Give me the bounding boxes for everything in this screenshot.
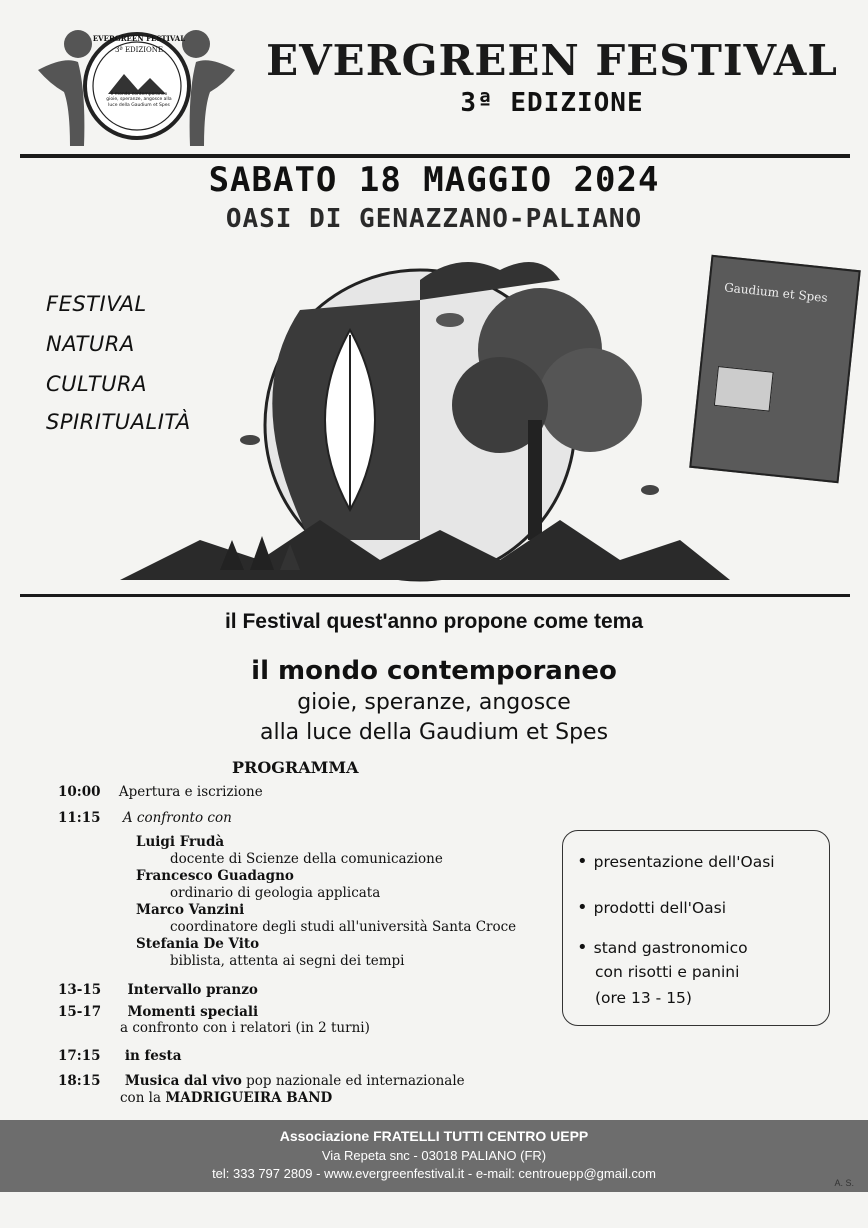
nature-illustration	[120, 240, 730, 590]
box-item	[577, 897, 726, 918]
middle-divider	[20, 594, 850, 597]
program-time: 10:00	[58, 784, 101, 800]
theme-intro: il Festival quest'anno propone come tema	[224, 610, 644, 633]
program-item	[58, 1073, 465, 1089]
program-text: A confronto con	[122, 810, 232, 826]
author-initials: A. S.	[834, 1178, 854, 1188]
program-time: 18:15	[58, 1073, 101, 1089]
festival-edition: 3ª EDIZIONE	[460, 88, 644, 118]
speaker-name: Marco Vanzini	[136, 902, 245, 918]
theme-line-2: alla luce della Gaudium et Spes	[259, 720, 609, 745]
box-item-text: prodotti dell'Oasi	[593, 899, 727, 917]
bullet-icon: •	[577, 937, 588, 958]
speaker-name: Luigi Frudà	[136, 834, 225, 850]
tag-spiritualita: SPIRITUALITÀ	[46, 410, 191, 434]
speaker-name: Stefania De Vito	[136, 936, 260, 952]
bullet-icon: •	[577, 897, 588, 918]
festival-title: EVERGREEN FESTIVAL	[266, 36, 838, 85]
program-text: Apertura e iscrizione	[118, 784, 263, 800]
speaker-role: biblista, attenta ai segni dei tempi	[170, 953, 405, 969]
program-sub-text: con la	[120, 1090, 166, 1106]
logo-arc-text: EVERGREEN FESTIVAL	[92, 34, 186, 43]
program-time: 15-17	[58, 1004, 102, 1020]
speaker-name: Francesco Guadagno	[136, 868, 294, 884]
tag-natura: NATURA	[46, 332, 135, 356]
program-item	[58, 982, 258, 998]
logo-edition: 3ª EDIZIONE	[114, 46, 164, 54]
box-item-text: con risotti e panini	[595, 963, 740, 981]
top-divider	[20, 154, 850, 158]
speaker-role: docente di Scienze della comunicazione	[170, 851, 443, 867]
program-time: 13-15	[58, 982, 102, 998]
program-text-bold: Musica dal vivo	[124, 1073, 242, 1089]
program-time: 11:15	[58, 810, 101, 826]
bullet-icon: •	[577, 851, 588, 872]
program-item	[58, 810, 232, 826]
box-item-text: presentazione dell'Oasi	[593, 853, 775, 871]
program-item	[58, 1048, 181, 1064]
box-item-text: stand gastronomico	[593, 939, 748, 957]
program-item	[58, 1004, 258, 1020]
event-date: SABATO 18 MAGGIO 2024	[208, 160, 660, 200]
footer-address: Via Repeta snc - 03018 PALIANO (FR)	[321, 1148, 547, 1163]
program-heading: PROGRAMMA	[232, 758, 359, 777]
logo-small-text: Il mondo contemporaneo gioie, speranze, angosce alla luce della Gaudium et Spes	[106, 92, 172, 108]
band-name: MADRIGUEIRA BAND	[165, 1090, 333, 1106]
program-sub	[120, 1090, 332, 1106]
book-title: Gaudium et Spes	[723, 280, 829, 306]
speaker-role: ordinario di geologia applicata	[170, 885, 381, 901]
box-item-text: (ore 13 - 15)	[595, 989, 692, 1007]
footer-band	[0, 1120, 868, 1192]
program-sub: a confronto con i relatori (in 2 turni)	[120, 1020, 370, 1036]
box-item	[577, 937, 748, 958]
footer-contacts: tel: 333 797 2809 - www.evergreenfestival.it - e-mail: centrouepp@gmail.com	[212, 1166, 656, 1181]
book-cover-image	[714, 366, 774, 412]
program-text: pop nazionale ed internazionale	[241, 1073, 465, 1089]
theme-line-1: gioie, speranze, angosce	[297, 690, 571, 715]
program-text: in festa	[124, 1048, 182, 1064]
theme-main: il mondo contemporaneo	[251, 656, 617, 686]
program-time: 17:15	[58, 1048, 101, 1064]
program-item	[58, 784, 263, 800]
program-text: Intervallo pranzo	[127, 982, 258, 998]
box-item	[577, 851, 775, 872]
speaker-role: coordinatore degli studi all'università Santa Croce	[170, 919, 517, 935]
program-text: Momenti speciali	[127, 1004, 259, 1020]
tag-cultura: CULTURA	[46, 372, 147, 396]
gaudium-et-spes-book	[689, 255, 861, 484]
event-place: OASI DI GENAZZANO-PALIANO	[225, 204, 643, 234]
footer-org: Associazione FRATELLI TUTTI CENTRO UEPP	[279, 1128, 589, 1144]
tag-festival: FESTIVAL	[46, 292, 147, 316]
services-box	[562, 830, 830, 1026]
